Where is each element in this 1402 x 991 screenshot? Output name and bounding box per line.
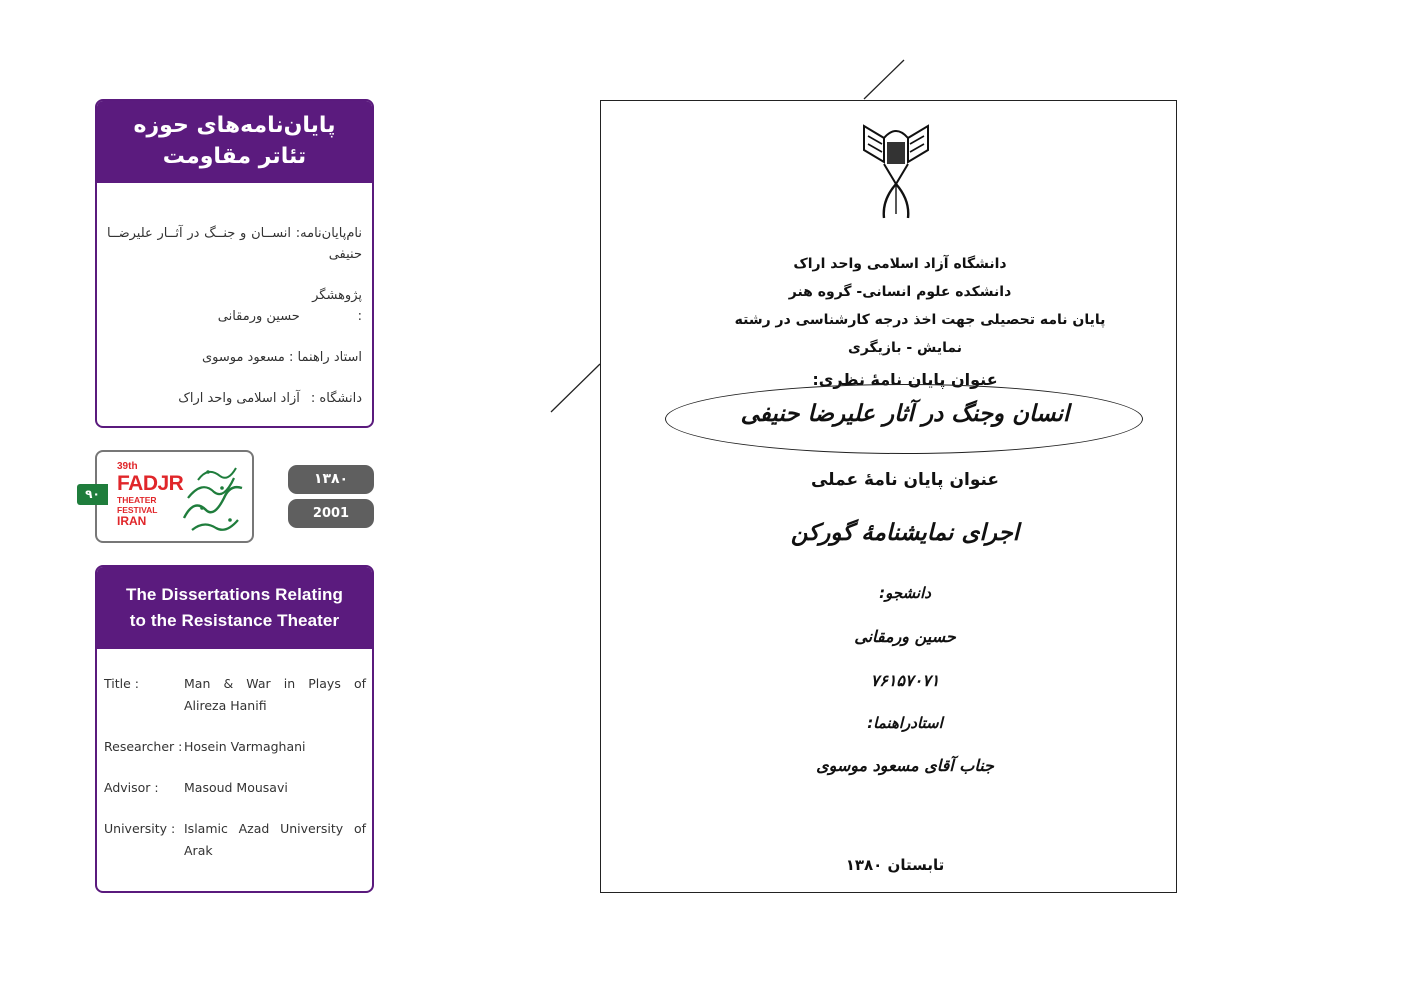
persian-card-title-line2: تئاتر مقاومت [162,144,307,169]
title-value: Man & War in Plays of Alireza Hanifi [184,676,366,713]
en-university-label: University : [104,821,176,836]
en-researcher-label: Researcher : [104,739,183,754]
doc-date: تابستان ۱۳۸۰ [845,856,945,874]
title-label: Title : [104,676,139,691]
doc-theory-title: انسان وجنگ در آثار علیرضا حنیفی [740,401,1070,427]
en-advisor-label: Advisor : [104,780,159,795]
doc-advisor-name: جناب آقای مسعود موسوی [816,756,994,775]
researcher-value: حسین ورمقانی [217,309,300,324]
page-number-badge: ۹۰ [77,484,108,505]
researcher-label: پژوهشگر : [312,288,362,324]
azad-university-emblem-icon [862,124,930,220]
university-label: دانشگاه : [310,391,362,406]
university-value: آزاد اسلامی واحد اراک [178,391,300,406]
festival-country: IRAN [117,514,147,528]
doc-student-label: دانشجو: [879,584,931,602]
english-card-title-line1: The Dissertations Relating [125,585,344,604]
doc-practical-heading: عنوان پایان نامهٔ عملی [810,470,1000,490]
doc-degree-line: پایان نامه تحصیلی جهت اخذ درجه کارشناسی در رشته [734,312,1106,328]
persian-card-title-line1: پایان‌نامه‌های حوزه [133,113,336,138]
festival-subtitle: THEATER FESTIVAL [117,495,158,515]
en-university-value: Islamic Azad University of Arak [184,821,366,858]
thesis-label: نام‌پایان‌نامه: [295,226,362,241]
doc-advisor-label: استادراهنما: [867,714,943,732]
english-card-title-line2: to the Resistance Theater [129,611,340,630]
doc-field: نمایش - بازیگری [847,340,963,356]
doc-student-id: ۷۶۱۵۷۰۷۱ [870,671,940,690]
doc-student-name: حسین ورمقانی [854,627,956,646]
festival-name: FADJR [117,472,184,495]
gregorian-year-badge: 2001 [288,499,374,528]
en-researcher-value: Hosein Varmaghani [184,739,306,754]
en-advisor-value: Masoud Mousavi [184,780,288,795]
advisor-value: مسعود موسوی [201,350,285,365]
persian-year-badge: ۱۳۸۰ [288,465,374,494]
doc-theory-heading: عنوان پایان نامهٔ نظری: [812,370,998,389]
doc-faculty: دانشکده علوم انسانی- گروه هنر [788,284,1012,300]
doc-practical-title: اجرای نمایشنامهٔ گورکن [790,520,1020,546]
festival-edition: 39th [117,461,138,472]
doc-university: دانشگاه آزاد اسلامی واحد اراک [793,256,1007,272]
advisor-label: استاد راهنما : [289,350,362,365]
thesis-value: انســان و جنــگ در آثــار علیرضــا حنیفی [107,226,362,262]
